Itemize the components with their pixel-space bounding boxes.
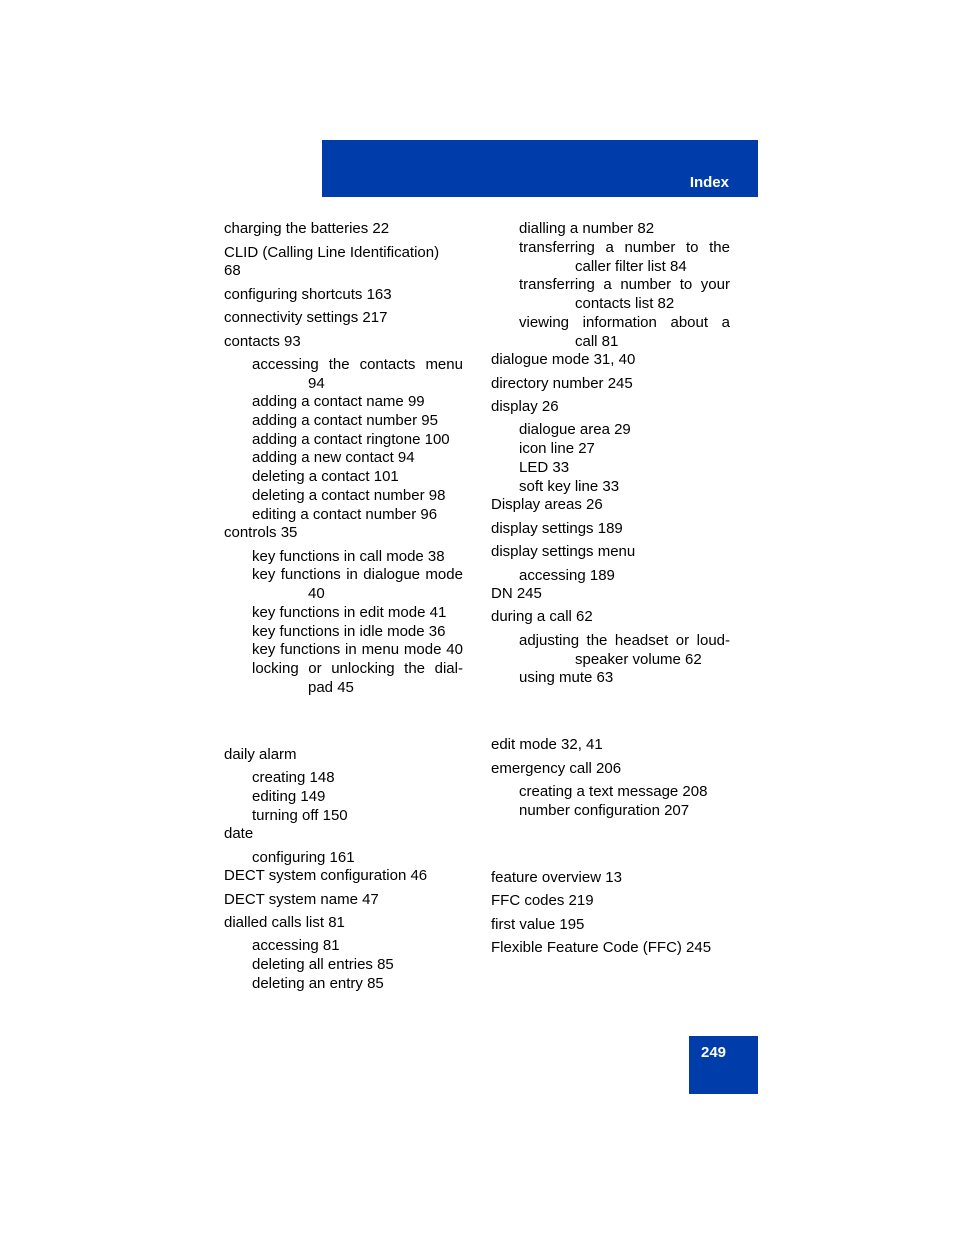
index-entry: caller filter list 84 — [575, 258, 687, 275]
index-entry: speaker volume 62 — [575, 651, 702, 668]
index-entry: dialogue area 29 — [519, 421, 631, 438]
index-entry: key functions in idle mode 36 — [252, 623, 446, 640]
index-entry: dialled calls list 81 — [224, 914, 345, 931]
index-entry: key functions in call mode 38 — [252, 548, 445, 565]
index-entry: accessing 189 — [519, 567, 615, 584]
page-title: Index — [689, 174, 729, 191]
index-entry: configuring 161 — [252, 849, 355, 866]
page-number: 249 — [701, 1044, 727, 1061]
page-number-box — [689, 1036, 758, 1094]
index-entry: DECT system name 47 — [224, 891, 379, 908]
index-entry: Flexible Feature Code (FFC) 245 — [491, 939, 712, 956]
index-entry: dialogue mode 31, 40 — [491, 351, 636, 368]
index-entry: 68 — [224, 262, 241, 279]
index-entry: dialling a number 82 — [519, 220, 655, 237]
index-entry: CLID (Calling Line Identification) — [224, 244, 440, 261]
index-entry: key functions in dialogue mode — [252, 566, 463, 583]
index-entry: deleting an entry 85 — [252, 975, 384, 992]
index-entry: DECT system configuration 46 — [224, 867, 428, 884]
index-entry: daily alarm — [224, 746, 297, 763]
index-entry: turning off 150 — [252, 807, 348, 824]
index-entry: key functions in edit mode 41 — [252, 604, 447, 621]
index-entry: 94 — [308, 375, 325, 392]
index-entry: 40 — [308, 585, 325, 602]
index-entry: locking or unlocking the dial- — [252, 660, 463, 677]
index-entry: feature overview 13 — [491, 869, 622, 886]
index-entry: adding a new contact 94 — [252, 449, 415, 466]
index-entry: transferring a number to the — [519, 239, 730, 256]
index-entry: icon line 27 — [519, 440, 595, 457]
index-entry: adding a contact number 95 — [252, 412, 438, 429]
index-entry: editing 149 — [252, 788, 326, 805]
index-entry: deleting a contact number 98 — [252, 487, 446, 504]
index-entry: number configuration 207 — [519, 802, 690, 819]
index-entry: date — [224, 825, 254, 842]
index-entry: controls 35 — [224, 524, 298, 541]
index-entry: first value 195 — [491, 916, 585, 933]
index-entry: Display areas 26 — [491, 496, 603, 513]
index-entry: transferring a number to your — [519, 276, 730, 293]
index-entry: call 81 — [575, 333, 619, 350]
index-entry: display settings 189 — [491, 520, 623, 537]
index-entry: display settings menu — [491, 543, 636, 560]
index-entry: viewing information about a — [519, 314, 730, 331]
index-entry: accessing the contacts menu — [252, 356, 463, 373]
index-entry: directory number 245 — [491, 375, 633, 392]
index-entry: DN 245 — [491, 585, 542, 602]
index-entry: during a call 62 — [491, 608, 593, 625]
index-entry: adding a contact ringtone 100 — [252, 431, 450, 448]
index-entry: configuring shortcuts 163 — [224, 286, 392, 303]
index-entry: deleting a contact 101 — [252, 468, 399, 485]
index-entry: charging the batteries 22 — [224, 220, 390, 237]
index-entry: deleting all entries 85 — [252, 956, 394, 973]
index-entry: soft key line 33 — [519, 478, 620, 495]
index-entry: pad 45 — [308, 679, 354, 696]
index-entry: contacts list 82 — [575, 295, 675, 312]
index-entry: contacts 93 — [224, 333, 301, 350]
index-entry: creating 148 — [252, 769, 335, 786]
index-entry: adjusting the headset or loud- — [519, 632, 730, 649]
index-entry: LED 33 — [519, 459, 570, 476]
index-entry: display 26 — [491, 398, 559, 415]
index-entry: emergency call 206 — [491, 760, 622, 777]
index-entry: adding a contact name 99 — [252, 393, 425, 410]
index-entry: accessing 81 — [252, 937, 340, 954]
index-entry: FFC codes 219 — [491, 892, 594, 909]
index-entry: connectivity settings 217 — [224, 309, 388, 326]
index-entry: creating a text message 208 — [519, 783, 708, 800]
index-entry: edit mode 32, 41 — [491, 736, 603, 753]
index-entry: editing a contact number 96 — [252, 506, 438, 523]
index-entry: key functions in menu mode 40 — [252, 641, 463, 658]
header-bar — [322, 140, 758, 197]
index-entry: using mute 63 — [519, 669, 614, 686]
